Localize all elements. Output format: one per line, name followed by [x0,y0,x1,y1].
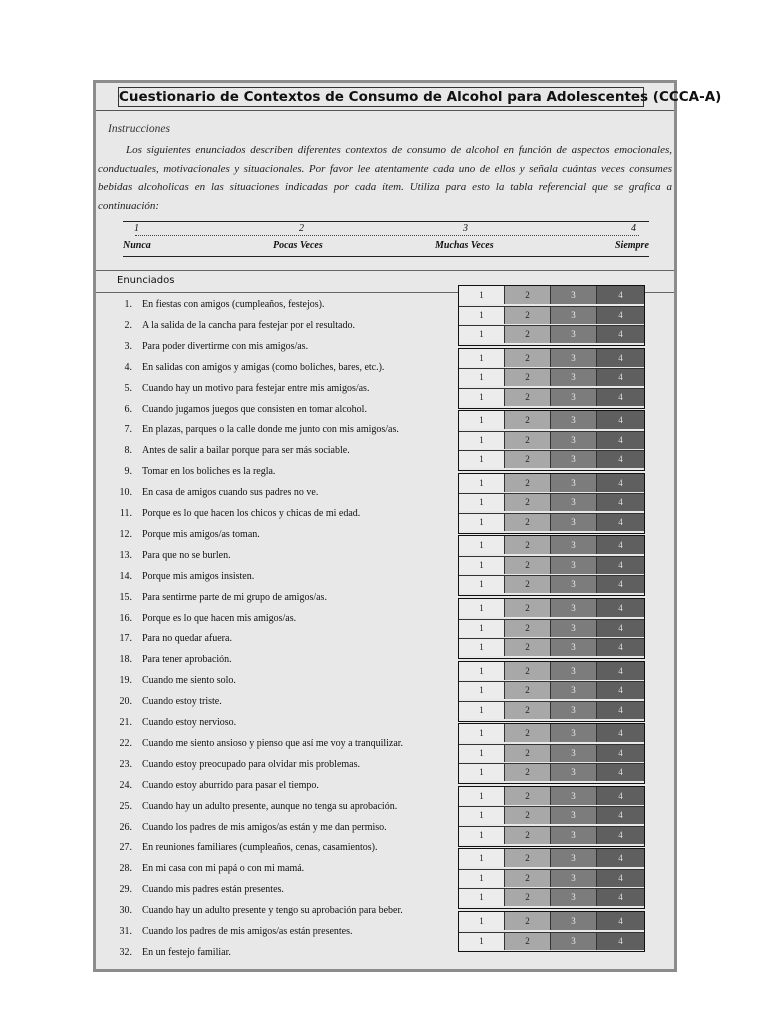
row-divider [459,619,644,620]
response-option-2[interactable]: 2 [505,556,551,574]
response-option-1[interactable]: 1 [459,325,505,343]
instructions-text: Los siguientes enunciados describen diferentes contextos de consumo de alcohol en función de aspectos emocionales, conductuales, motivacionales y situacionales. Por favor lee atentamente cada uno de ellos y señala cuántas veces consumes bebidas alcoholicas en las situaciones indicadas por cada ítem. Utiliza para esto la tabla referencial que se grafica a continuación: [98,144,672,213]
item-text: Cuando mis padres están presentes. [142,884,284,896]
item-text: Cuando hay un adulto presente, aunque no tenga su aprobación. [142,800,398,812]
response-option-4[interactable]: 4 [597,638,644,656]
response-option-1[interactable]: 1 [459,575,505,593]
response-option-4[interactable]: 4 [597,556,644,574]
item-text: Porque mis amigos/as toman. [142,528,260,540]
response-option-3[interactable]: 3 [551,724,597,742]
response-option-3[interactable]: 3 [551,849,597,867]
response-option-4[interactable]: 4 [597,787,644,805]
item-text: Tomar en los boliches es la regla. [142,466,276,478]
response-option-3[interactable]: 3 [551,325,597,343]
response-option-3[interactable]: 3 [551,575,597,593]
item-number: 6. [124,403,132,415]
response-option-1[interactable]: 1 [459,619,505,637]
item-number: 31. [119,926,132,937]
scale-number: 2 [299,223,304,234]
response-option-3[interactable]: 3 [551,826,597,844]
item-text: Cuando estoy preocupado para olvidar mis problemas. [142,758,360,770]
item-text: En plazas, parques o la calle donde me junto con mis amigos/as. [142,424,399,436]
response-option-2[interactable]: 2 [505,849,551,867]
response-option-2[interactable]: 2 [505,493,551,511]
item-text: En salidas con amigos y amigas (como boliches, bares, etc.). [142,361,385,373]
response-option-4[interactable]: 4 [597,349,644,367]
row-divider [459,325,644,326]
response-option-2[interactable]: 2 [505,724,551,742]
item-number: 30. [119,905,132,917]
item-text: Porque es lo que hacen mis amigos/as. [142,612,297,624]
response-option-3[interactable]: 3 [551,411,597,429]
item-number: 23. [119,758,132,770]
response-option-1[interactable]: 1 [459,701,505,719]
response-option-4[interactable]: 4 [597,431,644,449]
response-option-2[interactable]: 2 [505,474,551,492]
response-option-2[interactable]: 2 [505,662,551,680]
response-grid [458,285,645,346]
response-option-4[interactable]: 4 [597,701,644,719]
response-option-1[interactable]: 1 [459,388,505,406]
item-number: 12. [119,528,132,540]
response-option-3[interactable]: 3 [551,787,597,805]
response-option-4[interactable]: 4 [597,306,644,324]
response-option-4[interactable]: 4 [597,368,644,386]
response-option-3[interactable]: 3 [551,932,597,950]
response-option-1[interactable]: 1 [459,431,505,449]
row-divider [459,763,644,764]
scale-dotted-line [135,227,639,236]
item-text: Cuando hay un adulto presente y tengo su aprobación para beber. [142,905,403,917]
title-bar [96,83,722,111]
response-option-3[interactable]: 3 [551,286,597,304]
item-text: Para tener aprobación. [142,654,232,666]
scale-label: Pocas Veces [273,240,323,251]
item-text: En reuniones familiares (cumpleaños, cenas, casamientos). [142,842,378,854]
instructions-heading: Instrucciones [108,123,170,135]
response-option-2[interactable]: 2 [505,912,551,930]
item-number: 28. [119,863,132,875]
response-option-4[interactable]: 4 [597,513,644,531]
row-divider [459,826,644,827]
item-text: Cuando jugamos juegos que consisten en tomar alcohol. [142,403,367,415]
item-number: 18. [119,654,132,666]
item-text: Cuando estoy nervioso. [142,717,237,728]
row-divider [459,744,644,745]
item-number: 2. [124,319,132,331]
item-number: 26. [119,821,132,833]
response-grid [458,786,645,847]
response-option-1[interactable]: 1 [459,638,505,656]
item-text: En un festejo familiar. [142,946,231,958]
response-option-3[interactable]: 3 [551,556,597,574]
response-option-4[interactable]: 4 [597,888,644,906]
response-option-2[interactable]: 2 [505,536,551,554]
questionnaire-title: Cuestionario de Contextos de Consumo de Alcohol para Adolescentes (CCCA-A) [119,89,722,105]
response-option-2[interactable]: 2 [505,806,551,824]
response-option-3[interactable]: 3 [551,763,597,781]
response-option-1[interactable]: 1 [459,349,505,367]
item-number: 3. [124,340,132,352]
response-option-2[interactable]: 2 [505,763,551,781]
response-option-3[interactable]: 3 [551,599,597,617]
response-option-3[interactable]: 3 [551,888,597,906]
row-divider [459,493,644,494]
item-text: Cuando me siento solo. [142,675,236,687]
response-option-4[interactable]: 4 [597,826,644,844]
response-option-4[interactable]: 4 [597,493,644,511]
response-option-1[interactable]: 1 [459,806,505,824]
response-grid [458,598,645,659]
response-option-1[interactable]: 1 [459,286,505,304]
response-option-4[interactable]: 4 [597,619,644,637]
row-divider [459,888,644,889]
row-divider [459,513,644,514]
response-option-2[interactable]: 2 [505,450,551,468]
item-number: 5. [124,382,132,394]
response-option-3[interactable]: 3 [551,474,597,492]
scale-number: 3 [463,223,468,234]
item-text: Cuando me siento ansioso y pienso que así me voy a tranquilizar. [142,737,404,749]
item-number: 16. [119,612,132,624]
response-option-4[interactable]: 4 [597,763,644,781]
row-divider [459,368,644,369]
response-option-3[interactable]: 3 [551,388,597,406]
response-option-2[interactable]: 2 [505,388,551,406]
response-option-1[interactable]: 1 [459,556,505,574]
response-option-1[interactable]: 1 [459,912,505,930]
response-option-4[interactable]: 4 [597,912,644,930]
item-number: 29. [119,884,132,896]
response-grid [458,473,645,534]
response-option-4[interactable]: 4 [597,474,644,492]
response-grid [458,348,645,409]
item-number: 20. [119,696,132,708]
row-divider [459,388,644,389]
response-option-4[interactable]: 4 [597,325,644,343]
response-grid [458,911,645,952]
row-divider [459,932,644,933]
item-text: Para sentirme parte de mi grupo de amigos/as. [142,591,327,603]
scale-label: Muchas Veces [435,240,494,251]
response-grid [458,848,645,909]
response-option-3[interactable]: 3 [551,701,597,719]
item-number: 22. [119,737,132,749]
response-option-1[interactable]: 1 [459,849,505,867]
item-text: Cuando estoy triste. [142,696,222,708]
item-text: Cuando estoy aburrido para pasar el tiempo. [142,779,319,791]
response-option-2[interactable]: 2 [505,701,551,719]
section-label: Enunciados [117,275,175,286]
response-option-2[interactable]: 2 [505,411,551,429]
item-number: 4. [124,361,132,373]
response-option-3[interactable]: 3 [551,493,597,511]
row-divider [459,431,644,432]
response-option-4[interactable]: 4 [597,849,644,867]
response-option-1[interactable]: 1 [459,869,505,887]
response-option-1[interactable]: 1 [459,368,505,386]
row-divider [459,450,644,451]
response-option-1[interactable]: 1 [459,450,505,468]
response-option-3[interactable]: 3 [551,638,597,656]
item-number: 13. [119,549,132,561]
response-option-1[interactable]: 1 [459,662,505,680]
item-text: Porque mis amigos insisten. [142,570,255,582]
item-number: 27. [119,842,132,854]
response-option-2[interactable]: 2 [505,638,551,656]
response-option-3[interactable]: 3 [551,450,597,468]
item-number: 24. [119,779,132,791]
row-divider [459,638,644,639]
response-option-1[interactable]: 1 [459,599,505,617]
item-text: Porque es lo que hacen los chicos y chicas de mi edad. [142,508,361,519]
response-option-4[interactable]: 4 [597,388,644,406]
response-option-4[interactable]: 4 [597,724,644,742]
response-option-2[interactable]: 2 [505,787,551,805]
response-option-2[interactable]: 2 [505,286,551,304]
item-number: 19. [119,675,132,687]
response-option-2[interactable]: 2 [505,888,551,906]
response-option-3[interactable]: 3 [551,431,597,449]
row-divider [459,575,644,576]
row-divider [459,806,644,807]
response-option-2[interactable]: 2 [505,325,551,343]
response-option-2[interactable]: 2 [505,513,551,531]
response-option-4[interactable]: 4 [597,806,644,824]
response-option-4[interactable]: 4 [597,869,644,887]
item-number: 11. [119,508,132,519]
questionnaire-sheet [93,80,722,972]
response-option-2[interactable]: 2 [505,826,551,844]
response-option-4[interactable]: 4 [597,744,644,762]
response-option-2[interactable]: 2 [505,869,551,887]
item-text: Para que no se burlen. [142,549,231,561]
scale-label: Nunca [123,240,151,251]
response-option-2[interactable]: 2 [505,349,551,367]
response-option-4[interactable]: 4 [597,599,644,617]
response-option-4[interactable]: 4 [597,575,644,593]
response-option-4[interactable]: 4 [597,450,644,468]
response-option-1[interactable]: 1 [459,536,505,554]
response-option-3[interactable]: 3 [551,619,597,637]
response-option-3[interactable]: 3 [551,368,597,386]
scale-label: Siempre [615,240,649,251]
response-option-4[interactable]: 4 [597,932,644,950]
response-option-1[interactable]: 1 [459,744,505,762]
response-option-1[interactable]: 1 [459,681,505,699]
response-option-4[interactable]: 4 [597,536,644,554]
item-text: Para poder divertirme con mis amigos/as. [142,340,309,352]
response-option-1[interactable]: 1 [459,306,505,324]
item-number: 15. [119,591,132,603]
response-option-2[interactable]: 2 [505,681,551,699]
item-number: 9. [124,466,132,478]
response-grid [458,661,645,722]
response-grid [458,723,645,784]
response-option-1[interactable]: 1 [459,513,505,531]
item-number: 21. [119,717,132,728]
response-option-3[interactable]: 3 [551,681,597,699]
response-option-1[interactable]: 1 [459,932,505,950]
item-text: Antes de salir a bailar porque para ser más sociable. [142,445,350,457]
item-text: En casa de amigos cuando sus padres no ve. [142,487,319,499]
item-text: Cuando hay un motivo para festejar entre mis amigos/as. [142,382,370,394]
response-option-1[interactable]: 1 [459,787,505,805]
response-option-1[interactable]: 1 [459,826,505,844]
response-option-1[interactable]: 1 [459,888,505,906]
response-option-4[interactable]: 4 [597,662,644,680]
item-number: 1. [124,299,132,310]
item-number: 10. [119,487,132,499]
response-option-2[interactable]: 2 [505,932,551,950]
response-option-4[interactable]: 4 [597,681,644,699]
response-option-2[interactable]: 2 [505,599,551,617]
reference-scale [123,221,649,257]
row-divider [459,306,644,307]
response-option-3[interactable]: 3 [551,912,597,930]
response-option-2[interactable]: 2 [505,619,551,637]
row-divider [459,701,644,702]
response-option-2[interactable]: 2 [505,431,551,449]
item-text: En mi casa con mi papá o con mi mamá. [142,863,305,875]
scale-number: 1 [134,223,139,234]
response-grid [458,410,645,471]
response-grid [458,535,645,596]
response-option-3[interactable]: 3 [551,513,597,531]
row-divider [459,556,644,557]
response-option-3[interactable]: 3 [551,536,597,554]
response-option-2[interactable]: 2 [505,575,551,593]
response-option-2[interactable]: 2 [505,368,551,386]
response-option-4[interactable]: 4 [597,411,644,429]
scale-number: 4 [631,223,636,234]
response-option-3[interactable]: 3 [551,744,597,762]
item-text: Cuando los padres de mis amigos/as están presentes. [142,926,353,937]
response-option-3[interactable]: 3 [551,662,597,680]
row-divider [459,681,644,682]
response-option-3[interactable]: 3 [551,869,597,887]
response-option-3[interactable]: 3 [551,306,597,324]
response-option-1[interactable]: 1 [459,493,505,511]
response-option-3[interactable]: 3 [551,806,597,824]
row-divider [459,869,644,870]
response-option-3[interactable]: 3 [551,349,597,367]
item-number: 25. [119,800,132,812]
response-option-1[interactable]: 1 [459,724,505,742]
response-option-1[interactable]: 1 [459,763,505,781]
item-text: A la salida de la cancha para festejar por el resultado. [142,319,355,331]
response-option-2[interactable]: 2 [505,306,551,324]
item-number: 17. [119,633,132,645]
response-option-1[interactable]: 1 [459,474,505,492]
item-text: Para no quedar afuera. [142,633,232,645]
item-number: 14. [119,570,132,582]
item-number: 8. [124,445,132,457]
item-number: 32. [119,946,132,958]
item-text: En fiestas con amigos (cumpleaños, festejos). [142,299,325,310]
item-number: 7. [124,424,132,436]
response-option-1[interactable]: 1 [459,411,505,429]
response-option-2[interactable]: 2 [505,744,551,762]
item-text: Cuando los padres de mis amigos/as están y me dan permiso. [142,821,387,833]
response-option-4[interactable]: 4 [597,286,644,304]
